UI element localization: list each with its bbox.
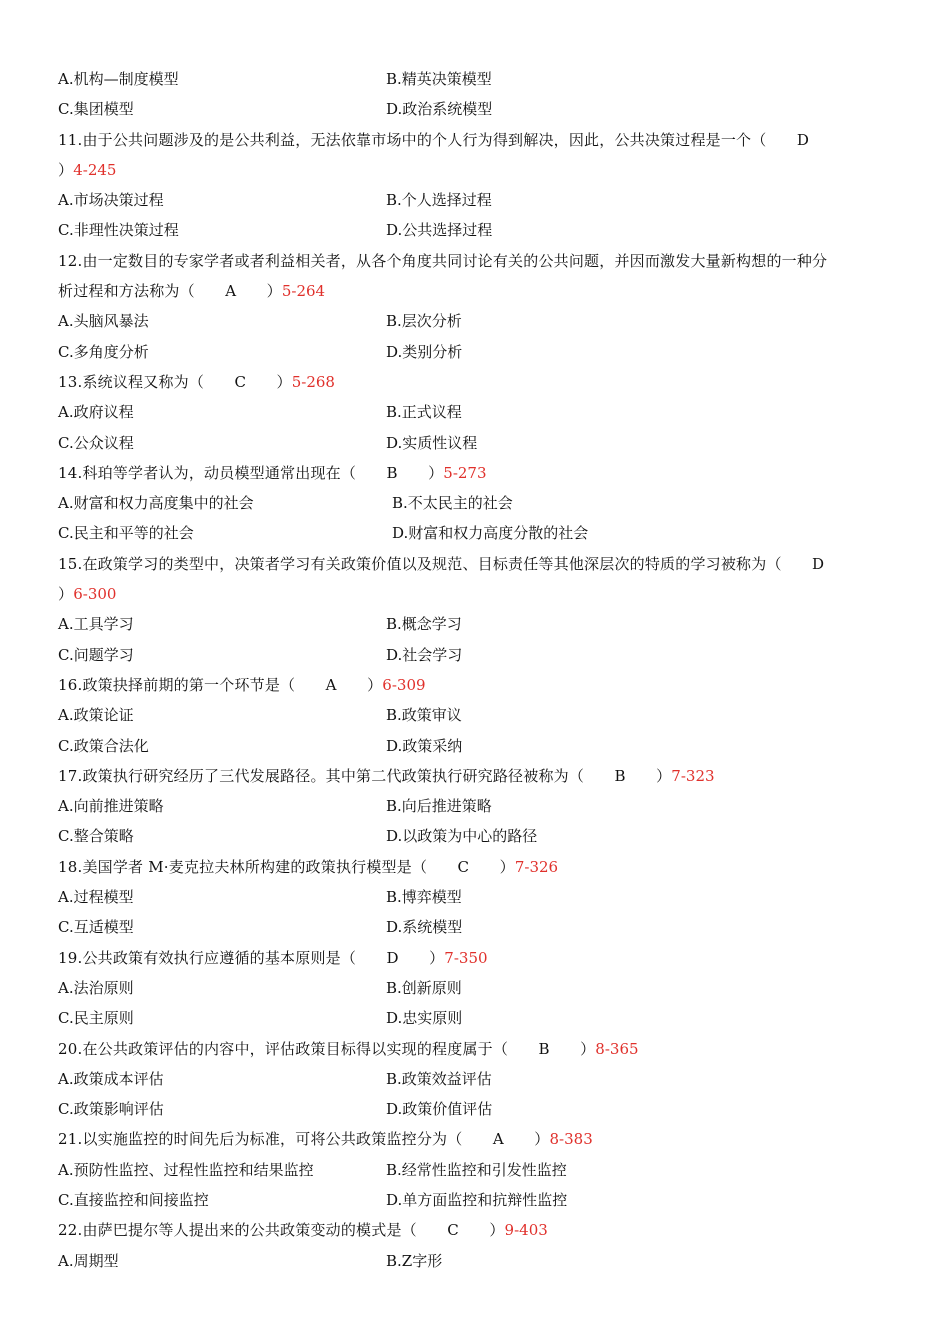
- question-text: 18.美国学者 M·麦克拉夫林所构建的政策执行模型是（ C ）: [58, 857, 515, 876]
- option-c: C.多角度分析: [58, 342, 149, 361]
- page-reference: 7-323: [671, 766, 715, 785]
- option-b: B.创新原则: [386, 978, 462, 997]
- option-a: A.政策论证: [58, 706, 134, 725]
- option-d: D.政策价值评估: [386, 1100, 493, 1119]
- options-row: [58, 1003, 898, 1033]
- question-text: 11.由于公共问题涉及的是公共利益，无法依靠市场中的个人行为得到解决，因此，公共决策过程是一个（ D: [58, 130, 810, 149]
- options-row: [58, 1246, 898, 1276]
- page-reference: 6-309: [382, 675, 426, 694]
- options-row: [58, 882, 898, 912]
- question-21: [58, 1124, 898, 1154]
- question-20: [58, 1034, 898, 1064]
- options-row: [58, 1064, 898, 1094]
- options-row: [58, 337, 898, 367]
- page-reference: 7-350: [444, 948, 488, 967]
- question-text: 13.系统议程又称为（ C ）: [58, 372, 292, 391]
- option-c: C.政策合法化: [58, 736, 149, 755]
- page-reference: 8-365: [595, 1039, 639, 1058]
- options-row: [58, 185, 898, 215]
- option-d: D.实质性议程: [386, 433, 478, 452]
- option-d: D.社会学习: [386, 645, 463, 664]
- options-row: [58, 397, 898, 427]
- options-row: [58, 1185, 898, 1215]
- options-row: [58, 94, 898, 124]
- option-a: A.政府议程: [58, 403, 134, 422]
- options-row: [58, 912, 898, 942]
- question-11-continuation: [58, 155, 898, 185]
- question-13: [58, 367, 898, 397]
- options-row: [58, 1094, 898, 1124]
- option-b: B.个人选择过程: [386, 191, 492, 210]
- options-row: [58, 609, 898, 639]
- options-row: [58, 306, 898, 336]
- options-row: [58, 64, 898, 94]
- options-row: [58, 1155, 898, 1185]
- page-reference: 6-300: [73, 585, 117, 604]
- option-b: B.正式议程: [386, 403, 462, 422]
- options-row: [58, 731, 898, 761]
- option-c: C.民主原则: [58, 1009, 134, 1028]
- option-a: A.向前推进策略: [58, 797, 164, 816]
- question-15-continuation: [58, 579, 898, 609]
- option-b: B.向后推进策略: [386, 797, 492, 816]
- exam-page: [58, 64, 898, 1276]
- question-text-tail: ）: [58, 160, 74, 179]
- option-d: D.政治系统模型: [386, 100, 493, 119]
- page-reference: 5-273: [443, 463, 487, 482]
- question-text: 12.由一定数目的专家学者或者利益相关者，从各个角度共同讨论有关的公共问题，并因而激发大量新构想的一种分: [58, 251, 828, 270]
- page-reference: 9-403: [504, 1221, 548, 1240]
- options-row: [58, 215, 898, 245]
- option-b: B.经常性监控和引发性监控: [386, 1160, 567, 1179]
- option-a: A.政策成本评估: [58, 1069, 164, 1088]
- option-a: A.市场决策过程: [58, 191, 164, 210]
- question-19: [58, 943, 898, 973]
- question-text-tail: 析过程和方法称为（ A ）: [58, 282, 282, 301]
- options-row: [58, 488, 898, 518]
- option-d: D.以政策为中心的路径: [386, 827, 538, 846]
- option-a: A.机构—制度模型: [58, 70, 179, 88]
- question-text: 17.政策执行研究经历了三代发展路径。其中第二代政策执行研究路径被称为（ B ）: [58, 766, 672, 785]
- option-d: D.政策采纳: [386, 736, 463, 755]
- option-d: D.类别分析: [386, 342, 463, 361]
- question-22: [58, 1215, 898, 1245]
- option-c: C.集团模型: [58, 100, 134, 119]
- question-16: [58, 670, 898, 700]
- option-d: D.忠实原则: [386, 1009, 463, 1028]
- question-text-tail: ）: [58, 585, 74, 604]
- question-text: 22.由萨巴提尔等人提出来的公共政策变动的模式是（ C ）: [58, 1221, 505, 1240]
- page-reference: 5-268: [291, 372, 335, 391]
- options-row: [58, 518, 898, 548]
- page-reference: 7-326: [514, 857, 559, 876]
- option-c: C.公众议程: [58, 433, 134, 452]
- option-d: D.单方面监控和抗辩性监控: [386, 1190, 568, 1209]
- question-15: [58, 549, 898, 579]
- option-b: B.概念学习: [386, 615, 462, 634]
- question-text: 15.在政策学习的类型中，决策者学习有关政策价值以及规范、目标责任等其他深层次的特质的学习被称为（ D: [58, 554, 825, 573]
- option-d: D.系统模型: [386, 918, 463, 937]
- question-18: [58, 852, 898, 882]
- option-a: A.工具学习: [58, 615, 134, 634]
- option-a: A.头脑风暴法: [58, 312, 149, 331]
- option-b: B.政策审议: [386, 706, 462, 725]
- options-row: [58, 700, 898, 730]
- option-d: D.财富和权力高度分散的社会: [392, 524, 589, 543]
- page-reference: 8-383: [549, 1130, 593, 1149]
- question-12: [58, 246, 898, 276]
- question-14: [58, 458, 898, 488]
- option-a: A.法治原则: [58, 978, 134, 997]
- option-c: C.直接监控和间接监控: [58, 1190, 209, 1209]
- page-reference: 4-245: [73, 160, 117, 179]
- question-text: 19.公共政策有效执行应遵循的基本原则是（ D ）: [58, 948, 445, 967]
- option-a: A.周期型: [58, 1251, 119, 1270]
- option-b: B.Z字形: [386, 1251, 443, 1270]
- question-text: 21.以实施监控的时间先后为标准，可将公共政策监控分为（ A ）: [58, 1130, 550, 1149]
- option-b: B.博弈模型: [386, 888, 462, 907]
- options-row: [58, 821, 898, 851]
- option-b: B.层次分析: [386, 312, 462, 331]
- question-text: 14.科珀等学者认为，动员模型通常出现在（ B ）: [58, 463, 444, 482]
- question-12-continuation: [58, 276, 898, 306]
- option-c: C.整合策略: [58, 827, 134, 846]
- option-a: A.过程模型: [58, 888, 134, 907]
- question-text: 16.政策抉择前期的第一个环节是（ A ）: [58, 675, 383, 694]
- options-row: [58, 791, 898, 821]
- option-a: A.预防性监控、过程性监控和结果监控: [58, 1160, 314, 1179]
- question-11: [58, 125, 898, 155]
- option-c: C.民主和平等的社会: [58, 524, 194, 543]
- question-text: 20.在公共政策评估的内容中，评估政策目标得以实现的程度属于（ B ）: [58, 1039, 596, 1058]
- option-c: C.问题学习: [58, 645, 134, 664]
- option-a: A.财富和权力高度集中的社会: [58, 494, 254, 513]
- options-row: [58, 973, 898, 1003]
- option-c: C.政策影响评估: [58, 1100, 164, 1119]
- option-c: C.互适模型: [58, 918, 134, 937]
- question-17: [58, 761, 898, 791]
- option-b: B.精英决策模型: [386, 70, 492, 88]
- options-row: [58, 640, 898, 670]
- page-reference: 5-264: [281, 282, 326, 301]
- option-b: B.不太民主的社会: [392, 494, 513, 513]
- options-row: [58, 428, 898, 458]
- option-c: C.非理性决策过程: [58, 221, 179, 240]
- option-d: D.公共选择过程: [386, 221, 493, 240]
- option-b: B.政策效益评估: [386, 1069, 492, 1088]
